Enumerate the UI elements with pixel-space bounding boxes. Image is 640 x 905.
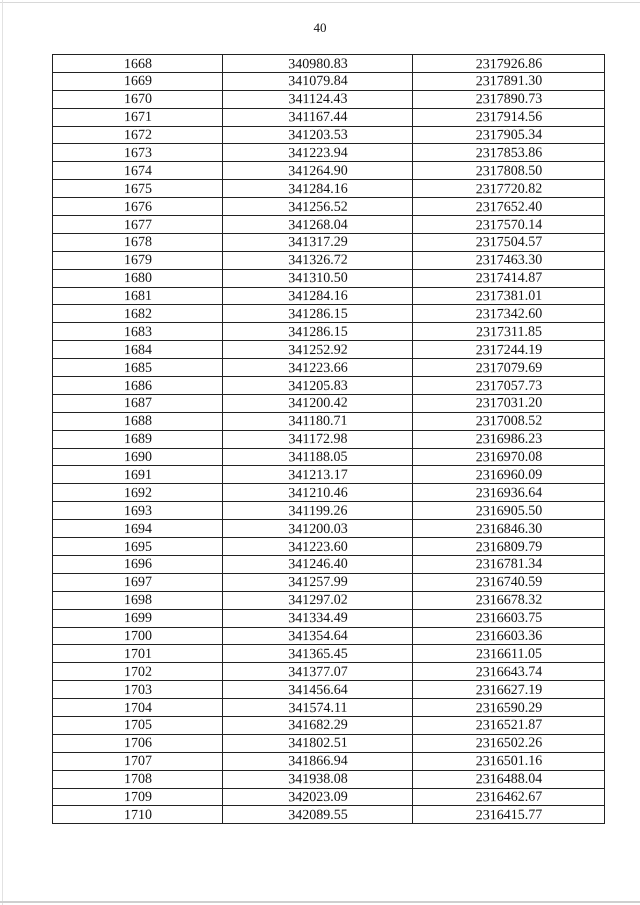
y-coordinate-cell: 2316740.59: [413, 572, 605, 592]
x-coordinate-cell: 341286.15: [223, 322, 413, 342]
point-number-cell: 1679: [53, 250, 223, 270]
point-number-cell: 1672: [53, 125, 223, 145]
point-number-cell: 1690: [53, 447, 223, 467]
y-coordinate-cell: 2316936.64: [413, 483, 605, 503]
x-coordinate-cell: 341256.52: [223, 197, 413, 217]
x-coordinate-cell: 341297.02: [223, 590, 413, 610]
y-coordinate-cell: 2317031.20: [413, 393, 605, 413]
x-coordinate-cell: 341213.17: [223, 465, 413, 485]
x-coordinate-cell: 341286.15: [223, 304, 413, 324]
y-coordinate-cell: 2317891.30: [413, 71, 605, 91]
y-coordinate-cell: 2316781.34: [413, 554, 605, 574]
y-coordinate-cell: 2316488.04: [413, 769, 605, 789]
x-coordinate-cell: 341284.16: [223, 286, 413, 306]
point-number-cell: 1680: [53, 268, 223, 288]
table-row: [53, 162, 605, 180]
x-coordinate-cell: 341223.66: [223, 358, 413, 378]
y-coordinate-cell: 2317008.52: [413, 411, 605, 431]
table-row: [53, 394, 605, 412]
table-row: [53, 287, 605, 305]
point-number-cell: 1691: [53, 465, 223, 485]
point-number-cell: 1704: [53, 698, 223, 718]
y-coordinate-cell: 2316960.09: [413, 465, 605, 485]
y-coordinate-cell: 2316905.50: [413, 501, 605, 521]
y-coordinate-cell: 2317890.73: [413, 89, 605, 109]
point-number-cell: 1706: [53, 733, 223, 753]
table-row: [53, 216, 605, 234]
table-row: [53, 484, 605, 502]
x-coordinate-cell: 341456.64: [223, 680, 413, 700]
x-coordinate-cell: 342023.09: [223, 787, 413, 807]
x-coordinate-cell: 341264.90: [223, 161, 413, 181]
point-number-cell: 1687: [53, 394, 223, 414]
y-coordinate-cell: 2316521.87: [413, 715, 605, 735]
y-coordinate-cell: 2317381.01: [413, 286, 605, 306]
point-number-cell: 1708: [53, 769, 223, 789]
point-number-cell: 1685: [53, 358, 223, 378]
x-coordinate-cell: 341246.40: [223, 554, 413, 574]
point-number-cell: 1694: [53, 519, 223, 539]
table-row: [53, 538, 605, 556]
x-coordinate-cell: 341223.60: [223, 537, 413, 557]
x-coordinate-cell: 341317.29: [223, 232, 413, 252]
table-row: [53, 377, 605, 395]
point-number-cell: 1710: [53, 805, 223, 825]
y-coordinate-cell: 2317504.57: [413, 232, 605, 252]
x-coordinate-cell: 341252.92: [223, 340, 413, 360]
x-coordinate-cell: 341574.11: [223, 698, 413, 718]
x-coordinate-cell: 341223.94: [223, 143, 413, 163]
table-row: [53, 108, 605, 126]
point-number-cell: 1702: [53, 662, 223, 682]
table-row: [53, 269, 605, 287]
point-number-cell: 1707: [53, 751, 223, 771]
point-number-cell: 1678: [53, 233, 223, 253]
x-coordinate-cell: 341802.51: [223, 733, 413, 753]
x-coordinate-cell: 341167.44: [223, 107, 413, 127]
x-coordinate-cell: 341199.26: [223, 501, 413, 521]
x-coordinate-cell: 341210.46: [223, 483, 413, 503]
point-number-cell: 1697: [53, 572, 223, 592]
x-coordinate-cell: 341205.83: [223, 376, 413, 396]
table-row: [53, 645, 605, 663]
table-row: [53, 681, 605, 699]
table-row: [53, 198, 605, 216]
x-coordinate-cell: 341326.72: [223, 250, 413, 270]
table-row: [53, 752, 605, 770]
table-row: [53, 627, 605, 645]
y-coordinate-cell: 2317463.30: [413, 250, 605, 270]
table-row: [53, 233, 605, 251]
table-row: [53, 126, 605, 144]
y-coordinate-cell: 2316809.79: [413, 537, 605, 557]
coordinates-table: [52, 54, 605, 824]
table-row: [53, 55, 605, 73]
y-coordinate-cell: 2317652.40: [413, 197, 605, 217]
table-row: [53, 448, 605, 466]
y-coordinate-cell: 2316643.74: [413, 662, 605, 682]
y-coordinate-cell: 2316970.08: [413, 447, 605, 467]
x-coordinate-cell: 341188.05: [223, 447, 413, 467]
y-coordinate-cell: 2317914.56: [413, 107, 605, 127]
point-number-cell: 1700: [53, 626, 223, 646]
x-coordinate-cell: 341365.45: [223, 644, 413, 664]
y-coordinate-cell: 2316415.77: [413, 805, 605, 825]
y-coordinate-cell: 2316611.05: [413, 644, 605, 664]
table-row: [53, 305, 605, 323]
x-coordinate-cell: 341180.71: [223, 411, 413, 431]
table-row: [53, 251, 605, 269]
x-coordinate-cell: 341938.08: [223, 769, 413, 789]
x-coordinate-cell: 340980.83: [223, 54, 413, 74]
point-number-cell: 1703: [53, 680, 223, 700]
table-row: [53, 788, 605, 806]
y-coordinate-cell: 2317244.19: [413, 340, 605, 360]
y-coordinate-cell: 2317311.85: [413, 322, 605, 342]
y-coordinate-cell: 2316502.26: [413, 733, 605, 753]
y-coordinate-cell: 2316627.19: [413, 680, 605, 700]
y-coordinate-cell: 2316501.16: [413, 751, 605, 771]
y-coordinate-cell: 2317057.73: [413, 376, 605, 396]
table-row: [53, 770, 605, 788]
table-row: [53, 502, 605, 520]
x-coordinate-cell: 341124.43: [223, 89, 413, 109]
x-coordinate-cell: 341377.07: [223, 662, 413, 682]
x-coordinate-cell: 341200.42: [223, 393, 413, 413]
x-coordinate-cell: 342089.55: [223, 805, 413, 825]
point-number-cell: 1693: [53, 501, 223, 521]
x-coordinate-cell: 341354.64: [223, 626, 413, 646]
x-coordinate-cell: 341682.29: [223, 715, 413, 735]
x-coordinate-cell: 341310.50: [223, 268, 413, 288]
point-number-cell: 1688: [53, 411, 223, 431]
y-coordinate-cell: 2316590.29: [413, 698, 605, 718]
table-row: [53, 72, 605, 90]
table-row: [53, 663, 605, 681]
y-coordinate-cell: 2317853.86: [413, 143, 605, 163]
point-number-cell: 1681: [53, 286, 223, 306]
point-number-cell: 1673: [53, 143, 223, 163]
point-number-cell: 1698: [53, 590, 223, 610]
y-coordinate-cell: 2317570.14: [413, 215, 605, 235]
point-number-cell: 1669: [53, 72, 223, 92]
y-coordinate-cell: 2317079.69: [413, 358, 605, 378]
x-coordinate-cell: 341257.99: [223, 572, 413, 592]
y-coordinate-cell: 2316846.30: [413, 519, 605, 539]
point-number-cell: 1682: [53, 304, 223, 324]
point-number-cell: 1705: [53, 716, 223, 736]
scan-edge-left: [2, 0, 3, 905]
table-row: [53, 144, 605, 162]
y-coordinate-cell: 2316603.75: [413, 608, 605, 628]
table-row: [53, 341, 605, 359]
y-coordinate-cell: 2317926.86: [413, 53, 605, 73]
point-number-cell: 1686: [53, 376, 223, 396]
coordinates-table-body: [53, 55, 605, 824]
table-row: [53, 716, 605, 734]
table-row: [53, 180, 605, 198]
point-number-cell: 1699: [53, 608, 223, 628]
y-coordinate-cell: 2316462.67: [413, 787, 605, 807]
point-number-cell: 1696: [53, 555, 223, 575]
point-number-cell: 1670: [53, 89, 223, 109]
y-coordinate-cell: 2317905.34: [413, 125, 605, 145]
table-row: [53, 699, 605, 717]
y-coordinate-cell: 2317808.50: [413, 161, 605, 181]
x-coordinate-cell: 341866.94: [223, 751, 413, 771]
table-row: [53, 555, 605, 573]
x-coordinate-cell: 341203.53: [223, 125, 413, 145]
table-row: [53, 609, 605, 627]
point-number-cell: 1709: [53, 787, 223, 807]
point-number-cell: 1675: [53, 179, 223, 199]
point-number-cell: 1692: [53, 483, 223, 503]
y-coordinate-cell: 2316986.23: [413, 429, 605, 449]
point-number-cell: 1674: [53, 161, 223, 181]
table-row: [53, 359, 605, 377]
scan-edge-bottom: [0, 901, 640, 903]
point-number-cell: 1676: [53, 197, 223, 217]
x-coordinate-cell: 341268.04: [223, 215, 413, 235]
table-row: [53, 430, 605, 448]
y-coordinate-cell: 2317720.82: [413, 179, 605, 199]
scan-edge-top: [0, 2, 640, 3]
x-coordinate-cell: 341334.49: [223, 608, 413, 628]
y-coordinate-cell: 2316603.36: [413, 626, 605, 646]
x-coordinate-cell: 341079.84: [223, 71, 413, 91]
point-number-cell: 1677: [53, 215, 223, 235]
point-number-cell: 1684: [53, 340, 223, 360]
y-coordinate-cell: 2317342.60: [413, 304, 605, 324]
table-row: [53, 806, 605, 824]
point-number-cell: 1671: [53, 107, 223, 127]
x-coordinate-cell: 341200.03: [223, 519, 413, 539]
point-number-cell: 1701: [53, 644, 223, 664]
x-coordinate-cell: 341284.16: [223, 179, 413, 199]
table-row: [53, 520, 605, 538]
y-coordinate-cell: 2316678.32: [413, 590, 605, 610]
x-coordinate-cell: 341172.98: [223, 429, 413, 449]
table-row: [53, 573, 605, 591]
table-row: [53, 323, 605, 341]
table-row: [53, 734, 605, 752]
point-number-cell: 1668: [53, 54, 223, 74]
y-coordinate-cell: 2317414.87: [413, 268, 605, 288]
table-row: [53, 90, 605, 108]
table-row: [53, 466, 605, 484]
table-row: [53, 591, 605, 609]
point-number-cell: 1695: [53, 537, 223, 557]
page-number: 40: [313, 20, 327, 35]
point-number-cell: 1689: [53, 429, 223, 449]
table-row: [53, 412, 605, 430]
point-number-cell: 1683: [53, 322, 223, 342]
